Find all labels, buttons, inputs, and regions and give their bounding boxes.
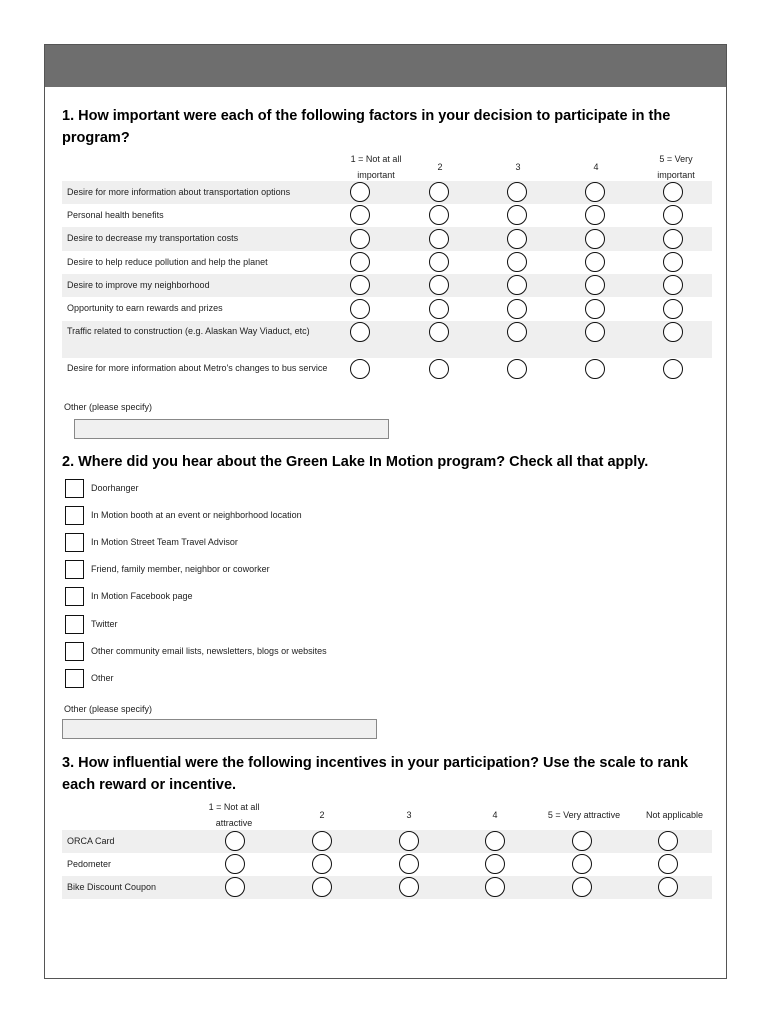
q3-row-label: Bike Discount Coupon [67,882,157,892]
q3-row-label: Pedometer [67,859,112,869]
q3-r2-radio-4[interactable] [485,854,505,874]
q1-other-input[interactable] [74,419,389,439]
q1-r1-radio-4[interactable] [585,182,605,202]
q1-row-label: Desire for more information about Metro's changes to bus service [67,363,328,373]
q1-r2-radio-4[interactable] [585,205,605,225]
q2-checkbox-6[interactable] [65,615,84,634]
q2-option-label: Other [91,673,114,683]
q2-option-label: Friend, family member, neighbor or coworker [91,564,270,574]
survey-page [44,44,727,979]
q1-r1-radio-1[interactable] [350,182,370,202]
q1-col-header-3: 3 [515,162,521,172]
q1-r3-radio-1[interactable] [350,229,370,249]
header-bar [45,45,726,87]
q3-r3-radio-5[interactable] [572,877,592,897]
q1-row-label: Desire for more information about transportation options [67,187,291,197]
q2-option-label: In Motion Street Team Travel Advisor [91,537,238,547]
q1-r7-radio-5[interactable] [663,322,683,342]
q1-r1-radio-3[interactable] [507,182,527,202]
q1-other-label: Other (please specify) [64,402,153,412]
q1-r1-radio-5[interactable] [663,182,683,202]
q3-col-header-6: Not applicable [645,810,704,820]
q3-r1-radio-1[interactable] [225,831,245,851]
q2-checkbox-4[interactable] [65,560,84,579]
q2-checkbox-3[interactable] [65,533,84,552]
q2-checkbox-5[interactable] [65,587,84,606]
q1-row [62,181,712,204]
q1-r8-radio-1[interactable] [350,359,370,379]
q3-col-header-2: 2 [319,810,325,820]
q3-r2-radio-na[interactable] [658,854,678,874]
q2-option-label: Doorhanger [91,483,139,493]
q1-r3-radio-3[interactable] [507,229,527,249]
q2-option-label: In Motion Facebook page [91,591,193,601]
q1-row-label: Desire to decrease my transportation costs [67,233,239,243]
q1-r6-radio-4[interactable] [585,299,605,319]
q3-r3-radio-na[interactable] [658,877,678,897]
q2-title: 2. Where did you hear about the Green Lake In Motion program? Check all that apply. [62,454,649,470]
q3-title: 3. How influential were the following incentives in your participation? Use the scale to rank each reward or incentive. [62,755,689,793]
q1-r8-radio-3[interactable] [507,359,527,379]
q3-r3-radio-3[interactable] [399,877,419,897]
q1-r8-radio-4[interactable] [585,359,605,379]
q1-r3-radio-5[interactable] [663,229,683,249]
q1-matrix [62,151,712,401]
q2-checkbox-1[interactable] [65,479,84,498]
q3-row [62,853,712,876]
q1-r5-radio-3[interactable] [507,275,527,295]
q1-r6-radio-3[interactable] [507,299,527,319]
q3-col-header-4: 4 [492,810,498,820]
q1-r4-radio-3[interactable] [507,252,527,272]
q2-checkbox-8[interactable] [65,669,84,688]
q3-r1-radio-3[interactable] [399,831,419,851]
q1-row [62,297,712,321]
q2-checkbox-7[interactable] [65,642,84,661]
q2-other-label: Other (please specify) [64,704,153,714]
q3-r2-radio-2[interactable] [312,854,332,874]
q3-r3-radio-4[interactable] [485,877,505,897]
q1-r4-radio-5[interactable] [663,252,683,272]
q3-r1-radio-5[interactable] [572,831,592,851]
q1-r4-radio-2[interactable] [429,252,449,272]
q1-r6-radio-5[interactable] [663,299,683,319]
q3-r2-radio-1[interactable] [225,854,245,874]
q1-r6-radio-2[interactable] [429,299,449,319]
q1-row-label: Traffic related to construction (e.g. Alaskan Way Viaduct, etc) [67,326,310,336]
q3-row [62,876,712,899]
q3-r3-radio-2[interactable] [312,877,332,897]
q3-r1-radio-4[interactable] [485,831,505,851]
q1-r3-radio-2[interactable] [429,229,449,249]
q1-r8-radio-5[interactable] [663,359,683,379]
q1-r7-radio-1[interactable] [350,322,370,342]
q3-col-header-3: 3 [406,810,412,820]
q1-r4-radio-1[interactable] [350,252,370,272]
q3-r1-radio-na[interactable] [658,831,678,851]
q1-row [62,227,712,251]
q1-col-header-2: 2 [437,162,443,172]
q2-option-label: In Motion booth at an event or neighborhood location [91,510,302,520]
q2-other-input[interactable] [62,719,377,739]
q1-r5-radio-5[interactable] [663,275,683,295]
q2-checkbox-2[interactable] [65,506,84,525]
q1-r2-radio-3[interactable] [507,205,527,225]
q3-r2-radio-3[interactable] [399,854,419,874]
q1-r2-radio-1[interactable] [350,205,370,225]
q1-r7-radio-2[interactable] [429,322,449,342]
q1-r7-radio-4[interactable] [585,322,605,342]
q1-r7-radio-3[interactable] [507,322,527,342]
q1-col-header-5: 5 = Very important [657,154,695,180]
q3-r3-radio-1[interactable] [225,877,245,897]
q3-row [62,830,712,853]
q3-matrix [62,799,712,909]
q1-row-label: Opportunity to earn rewards and prizes [67,303,223,313]
q1-row [62,274,712,297]
q1-row-label: Desire to help reduce pollution and help the planet [67,257,268,267]
q1-row-label: Personal health benefits [67,210,164,220]
q1-row [62,204,712,227]
q1-r5-radio-2[interactable] [429,275,449,295]
q3-col-header-5: 5 = Very attractive [547,810,621,820]
q1-title: 1. How important were each of the following factors in your decision to participate in the program? [62,108,671,146]
q1-r1-radio-2[interactable] [429,182,449,202]
q3-r2-radio-5[interactable] [572,854,592,874]
q1-col-header-1: 1 = Not at all important [350,154,402,180]
q1-r5-radio-1[interactable] [350,275,370,295]
q1-row [62,251,712,274]
q1-row [62,358,712,395]
q1-col-header-4: 4 [593,162,599,172]
q1-row-label: Desire to improve my neighborhood [67,280,210,290]
q1-row [62,321,712,358]
q2-option-label: Twitter [91,619,118,629]
q2-option-label: Other community email lists, newsletters, blogs or websites [91,646,327,656]
q3-row-label: ORCA Card [67,836,115,846]
q1-r8-radio-2[interactable] [429,359,449,379]
q1-r6-radio-1[interactable] [350,299,370,319]
q1-r2-radio-2[interactable] [429,205,449,225]
q3-r1-radio-2[interactable] [312,831,332,851]
q1-r4-radio-4[interactable] [585,252,605,272]
q1-r2-radio-5[interactable] [663,205,683,225]
q1-r3-radio-4[interactable] [585,229,605,249]
q1-r5-radio-4[interactable] [585,275,605,295]
q3-col-header-1: 1 = Not at all attractive [208,802,260,828]
